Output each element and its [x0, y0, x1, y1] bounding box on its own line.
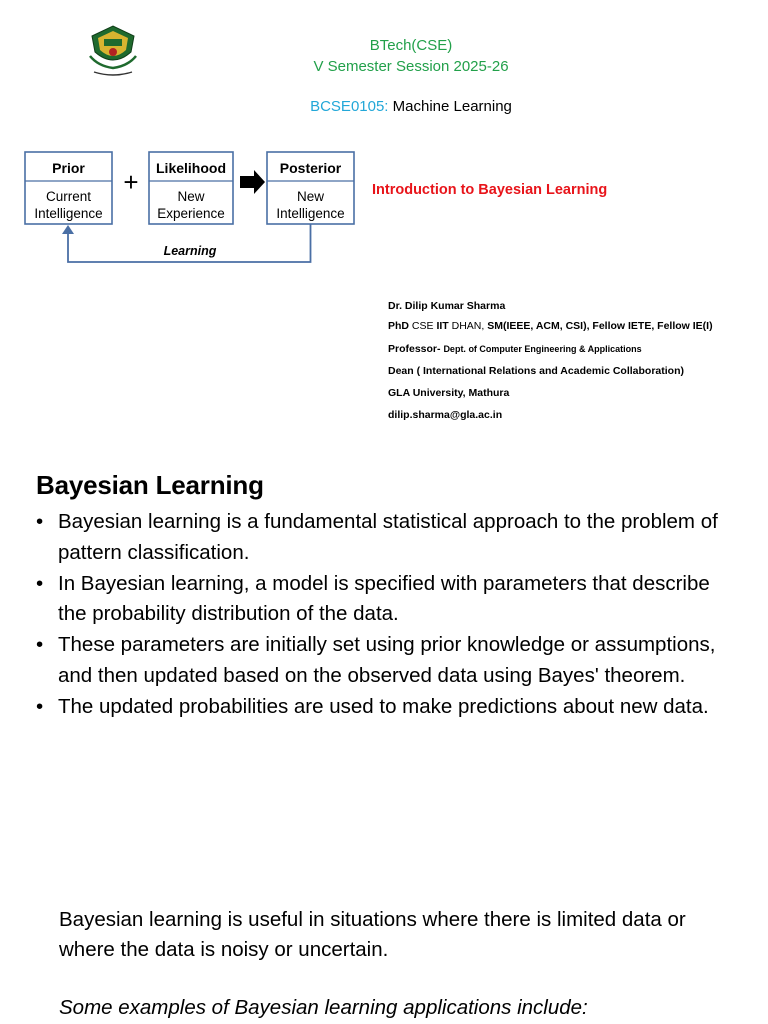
posterior-box — [267, 152, 354, 224]
session-title: V Semester Session 2025-26 — [313, 58, 509, 75]
prior-title: Prior — [52, 160, 85, 176]
author-designation: Professor- Dept. of Computer Engineering & Applications — [388, 343, 642, 355]
intro-title: Introduction to Bayesian Learning — [372, 182, 608, 198]
list-item: • The updated probabilities are used to make predictions about new data. — [36, 692, 736, 723]
author-email: dilip.sharma@gla.ac.in — [388, 409, 503, 421]
likelihood-line1: New — [177, 189, 205, 204]
list-item: • These parameters are initially set using prior knowledge or assumptions, and then updated based on the observed data using Bayes' theorem. — [36, 630, 736, 692]
program-title: BTech(CSE) — [369, 37, 453, 54]
author-dean: Dean ( International Relations and Academic Collaboration) — [388, 365, 684, 377]
loop-arrowhead-icon — [62, 225, 74, 234]
section-title: Bayesian Learning — [36, 470, 264, 500]
prior-line2: Intelligence — [34, 206, 103, 221]
plus-sign: + — [123, 167, 139, 197]
usefulness-paragraph: Bayesian learning is useful in situations where there is limited data or where the data is noisy or uncertain. — [59, 908, 686, 961]
arrow-right-icon — [240, 170, 265, 194]
learning-label: Learning — [163, 244, 217, 258]
bullet-list — [36, 507, 736, 723]
prior-box — [25, 152, 112, 224]
likelihood-box — [149, 152, 233, 224]
likelihood-title: Likelihood — [156, 160, 226, 176]
author-qualifications: PhD CSE IIT DHAN, SM(IEEE, ACM, CSI), Fellow IETE, Fellow IE(I) — [388, 320, 713, 332]
author-university: GLA University, Mathura — [388, 387, 510, 399]
posterior-line1: New — [296, 189, 325, 204]
list-item: • Bayesian learning is a fundamental statistical approach to the problem of pattern classification. — [36, 507, 736, 569]
bayes-diagram — [18, 146, 363, 270]
author-name: Dr. Dilip Kumar Sharma — [388, 300, 506, 312]
posterior-title: Posterior — [279, 160, 342, 176]
prior-line1: Current — [45, 189, 92, 204]
examples-intro: Some examples of Bayesian learning applications include: — [59, 996, 588, 1019]
likelihood-line2: Experience — [157, 206, 225, 221]
posterior-line2: Intelligence — [276, 206, 345, 221]
course-code: BCSE0105: — [310, 98, 389, 115]
course-name: Machine Learning — [392, 98, 512, 115]
list-item: • In Bayesian learning, a model is specified with parameters that describe the probability distribution of the data. — [36, 569, 736, 631]
course-title — [0, 98, 768, 115]
